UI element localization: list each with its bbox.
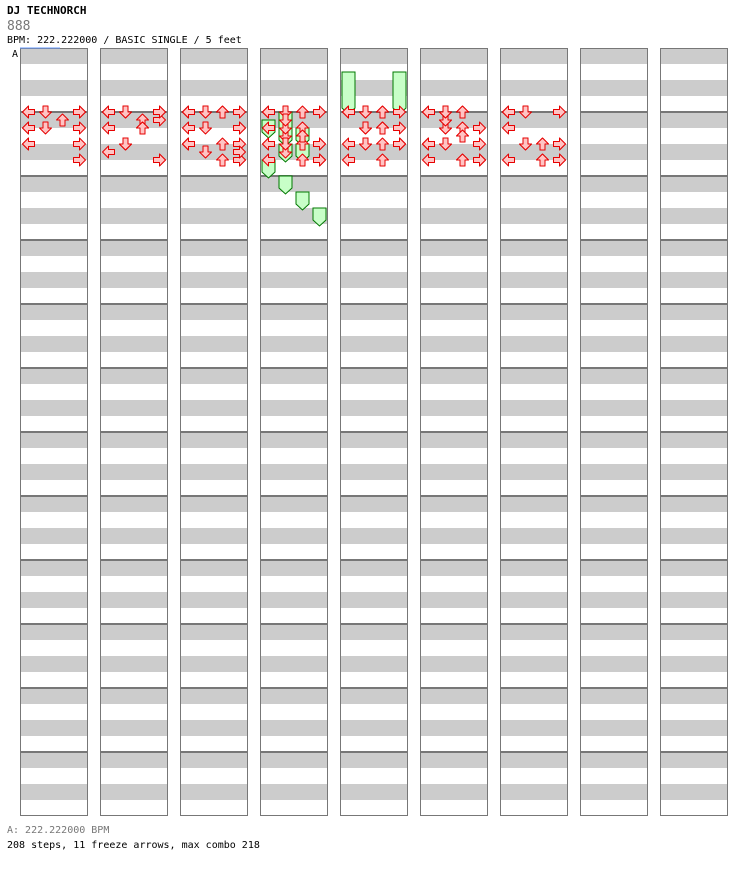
beat-stripe — [100, 784, 168, 800]
beat-stripe — [660, 784, 728, 800]
beat-stripe — [260, 720, 328, 736]
beat-stripe — [660, 240, 728, 256]
beat-stripe — [580, 560, 648, 576]
beat-stripe — [20, 752, 88, 768]
beat-stripe — [420, 784, 488, 800]
beat-stripe — [260, 496, 328, 512]
song-title: 888 — [7, 19, 31, 34]
beat-stripe — [420, 368, 488, 384]
beat-stripe — [500, 272, 568, 288]
beat-stripe — [580, 208, 648, 224]
beat-stripe — [660, 752, 728, 768]
beat-stripe — [660, 272, 728, 288]
beat-stripe — [660, 144, 728, 160]
beat-stripe — [660, 368, 728, 384]
beat-stripe — [500, 496, 568, 512]
beat-stripe — [20, 272, 88, 288]
beat-stripe — [420, 624, 488, 640]
beat-stripe — [420, 592, 488, 608]
beat-stripe — [180, 400, 248, 416]
beat-stripe — [500, 464, 568, 480]
beat-stripe — [420, 208, 488, 224]
beat-stripe — [100, 208, 168, 224]
beat-stripe — [100, 720, 168, 736]
beat-stripe — [660, 720, 728, 736]
beat-stripe — [500, 784, 568, 800]
beat-stripe — [180, 624, 248, 640]
beat-stripe — [340, 624, 408, 640]
beat-stripe — [100, 176, 168, 192]
beat-stripe — [580, 304, 648, 320]
beat-stripe — [660, 464, 728, 480]
beat-stripe — [260, 752, 328, 768]
beat-stripe — [660, 208, 728, 224]
beat-stripe — [180, 48, 248, 64]
beat-stripe — [580, 720, 648, 736]
beat-stripe — [660, 400, 728, 416]
beat-stripe — [100, 656, 168, 672]
beat-stripe — [340, 496, 408, 512]
beat-stripe — [580, 624, 648, 640]
beat-stripe — [420, 48, 488, 64]
beat-stripe — [100, 432, 168, 448]
chart-meta: BPM: 222.222000 / BASIC SINGLE / 5 feet — [7, 35, 242, 46]
beat-stripe — [20, 656, 88, 672]
beat-stripe — [260, 592, 328, 608]
beat-stripe — [20, 624, 88, 640]
beat-stripe — [20, 784, 88, 800]
beat-stripe — [260, 80, 328, 96]
beat-stripe — [580, 144, 648, 160]
chart-stats: 208 steps, 11 freeze arrows, max combo 218 — [7, 840, 260, 851]
beat-stripe — [100, 336, 168, 352]
beat-stripe — [100, 368, 168, 384]
beat-stripe — [580, 400, 648, 416]
beat-stripe — [420, 496, 488, 512]
beat-stripe — [500, 528, 568, 544]
beat-stripe — [100, 528, 168, 544]
beat-stripe — [420, 560, 488, 576]
beat-stripe — [340, 400, 408, 416]
beat-stripe — [180, 464, 248, 480]
beat-stripe — [660, 688, 728, 704]
beat-stripe — [500, 240, 568, 256]
beat-stripe — [340, 688, 408, 704]
beat-stripe — [180, 528, 248, 544]
beat-stripe — [100, 496, 168, 512]
beat-stripe — [20, 720, 88, 736]
beat-stripe — [180, 560, 248, 576]
beat-stripe — [420, 400, 488, 416]
beat-stripe — [420, 304, 488, 320]
beat-stripe — [500, 688, 568, 704]
beat-stripe — [580, 176, 648, 192]
beat-stripe — [260, 432, 328, 448]
beat-stripe — [260, 272, 328, 288]
beat-stripe — [660, 304, 728, 320]
beat-stripe — [20, 528, 88, 544]
beat-stripe — [580, 80, 648, 96]
beat-stripe — [260, 784, 328, 800]
beat-stripe — [580, 112, 648, 128]
beat-stripe — [660, 560, 728, 576]
beat-stripe — [180, 272, 248, 288]
beat-stripe — [340, 208, 408, 224]
beat-stripe — [20, 432, 88, 448]
beat-stripe — [420, 528, 488, 544]
beat-stripe — [500, 560, 568, 576]
beat-stripe — [180, 656, 248, 672]
beat-stripe — [340, 784, 408, 800]
beat-stripe — [260, 176, 328, 192]
beat-stripe — [660, 528, 728, 544]
beat-stripe — [500, 432, 568, 448]
beat-stripe — [180, 720, 248, 736]
beat-stripe — [660, 112, 728, 128]
beat-stripe — [20, 80, 88, 96]
beat-stripe — [420, 272, 488, 288]
beat-stripe — [260, 624, 328, 640]
beat-stripe — [660, 592, 728, 608]
beat-stripe — [340, 528, 408, 544]
beat-stripe — [180, 432, 248, 448]
beat-stripe — [20, 208, 88, 224]
beat-stripe — [20, 400, 88, 416]
beat-stripe — [340, 720, 408, 736]
beat-stripe — [340, 304, 408, 320]
beat-stripe — [20, 304, 88, 320]
beat-stripe — [420, 464, 488, 480]
beat-stripe — [500, 48, 568, 64]
beat-stripe — [340, 48, 408, 64]
beat-stripe — [20, 688, 88, 704]
beat-stripe — [340, 752, 408, 768]
beat-stripe — [580, 688, 648, 704]
beat-stripe — [420, 432, 488, 448]
beat-stripe — [340, 240, 408, 256]
beat-stripe — [500, 208, 568, 224]
beat-stripe — [180, 592, 248, 608]
beat-stripe — [340, 368, 408, 384]
beat-stripe — [660, 336, 728, 352]
beat-stripe — [500, 752, 568, 768]
beat-stripe — [660, 496, 728, 512]
beat-stripe — [100, 240, 168, 256]
beat-stripe — [20, 592, 88, 608]
beat-stripe — [180, 240, 248, 256]
bpm-summary: A: 222.222000 BPM — [7, 825, 110, 836]
beat-stripe — [340, 560, 408, 576]
beat-stripe — [20, 464, 88, 480]
beat-stripe — [580, 528, 648, 544]
beat-stripe — [660, 656, 728, 672]
beat-stripe — [180, 784, 248, 800]
beat-stripe — [100, 752, 168, 768]
beat-stripe — [180, 688, 248, 704]
beat-stripe — [260, 528, 328, 544]
beat-stripe — [580, 784, 648, 800]
beat-stripe — [100, 592, 168, 608]
beat-stripe — [180, 368, 248, 384]
beat-stripe — [340, 176, 408, 192]
beat-stripe — [260, 336, 328, 352]
artist-name: DJ TECHNORCH — [7, 4, 87, 17]
beat-stripe — [500, 336, 568, 352]
beat-stripe — [180, 752, 248, 768]
beat-stripe — [420, 656, 488, 672]
beat-stripe — [580, 496, 648, 512]
beat-stripe — [500, 368, 568, 384]
beat-stripe — [180, 208, 248, 224]
beat-stripe — [580, 432, 648, 448]
beat-stripe — [20, 336, 88, 352]
beat-stripe — [180, 304, 248, 320]
beat-stripe — [420, 752, 488, 768]
beat-stripe — [660, 80, 728, 96]
beat-stripe — [580, 336, 648, 352]
beat-stripe — [580, 656, 648, 672]
beat-stripe — [660, 432, 728, 448]
beat-stripe — [260, 48, 328, 64]
beat-stripe — [100, 48, 168, 64]
beat-stripe — [100, 80, 168, 96]
beat-stripe — [580, 592, 648, 608]
bpm-change-label: A — [12, 49, 19, 60]
beat-stripe — [420, 176, 488, 192]
beat-stripe — [500, 592, 568, 608]
beat-stripe — [260, 560, 328, 576]
beat-stripe — [340, 272, 408, 288]
beat-stripe — [260, 400, 328, 416]
beat-stripe — [420, 688, 488, 704]
beat-stripe — [580, 240, 648, 256]
beat-stripe — [340, 432, 408, 448]
beat-stripe — [100, 304, 168, 320]
beat-stripe — [20, 560, 88, 576]
beat-stripe — [260, 304, 328, 320]
beat-stripe — [500, 304, 568, 320]
beat-stripe — [180, 176, 248, 192]
beat-stripe — [500, 400, 568, 416]
beat-stripe — [100, 400, 168, 416]
beat-stripe — [660, 624, 728, 640]
beat-stripe — [100, 464, 168, 480]
beat-stripe — [100, 272, 168, 288]
beat-stripe — [660, 176, 728, 192]
beat-stripe — [20, 48, 88, 64]
beat-stripe — [260, 464, 328, 480]
beat-stripe — [340, 464, 408, 480]
beat-stripe — [340, 656, 408, 672]
beat-stripe — [420, 720, 488, 736]
beat-stripe — [260, 240, 328, 256]
beat-stripe — [660, 48, 728, 64]
beat-stripe — [420, 240, 488, 256]
beat-stripe — [180, 496, 248, 512]
beat-stripe — [580, 752, 648, 768]
beat-stripe — [100, 560, 168, 576]
beat-stripe — [500, 720, 568, 736]
beat-stripe — [580, 464, 648, 480]
beat-stripe — [180, 336, 248, 352]
beat-stripe — [580, 272, 648, 288]
beat-stripe — [340, 592, 408, 608]
beat-stripe — [420, 336, 488, 352]
beat-stripe — [580, 368, 648, 384]
beat-stripe — [20, 240, 88, 256]
beat-stripe — [260, 656, 328, 672]
beat-stripe — [20, 496, 88, 512]
beat-stripe — [20, 176, 88, 192]
beat-stripe — [420, 80, 488, 96]
beat-stripe — [500, 656, 568, 672]
beat-stripe — [180, 80, 248, 96]
beat-stripe — [340, 336, 408, 352]
beat-stripe — [580, 48, 648, 64]
beat-stripe — [260, 688, 328, 704]
beat-stripe — [260, 368, 328, 384]
beat-stripe — [100, 688, 168, 704]
beat-stripe — [500, 176, 568, 192]
beat-stripe — [100, 624, 168, 640]
beat-stripe — [500, 80, 568, 96]
beat-stripe — [20, 368, 88, 384]
beat-stripe — [500, 624, 568, 640]
